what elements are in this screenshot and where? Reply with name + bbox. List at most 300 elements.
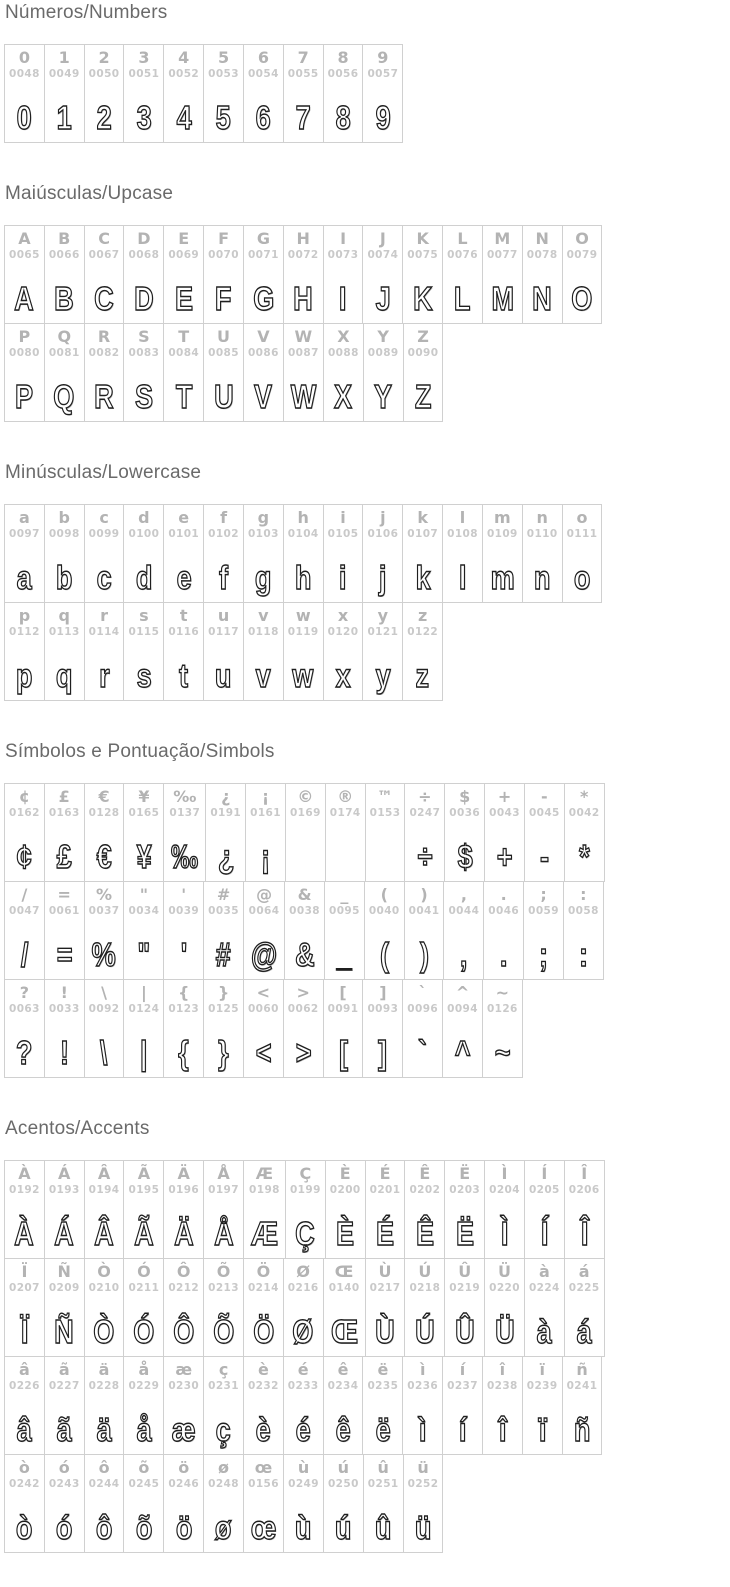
glyph-cell xyxy=(84,882,124,980)
font-glyph: X xyxy=(334,378,353,415)
unicode-code: 0085 xyxy=(208,347,239,359)
glyph-row xyxy=(4,44,403,143)
glyph-box xyxy=(447,541,478,597)
unicode-code: 0056 xyxy=(327,68,359,80)
unicode-code: 0073 xyxy=(327,249,359,261)
glyph-box xyxy=(89,1197,120,1253)
glyph-box xyxy=(567,1393,598,1449)
font-glyph: Ó xyxy=(133,1313,155,1350)
unicode-code: 0089 xyxy=(367,347,399,359)
reference-char: : xyxy=(580,885,587,904)
reference-char: £ xyxy=(58,787,70,806)
glyph-cell xyxy=(323,980,363,1078)
unicode-code: 0216 xyxy=(287,1282,319,1294)
reference-char: î xyxy=(499,1360,506,1379)
unicode-code: 0211 xyxy=(128,1282,160,1294)
unicode-code: 0094 xyxy=(447,1003,478,1015)
reference-char: 0 xyxy=(18,48,30,67)
reference-char: Q xyxy=(57,327,72,346)
glyph-cell xyxy=(325,784,365,882)
font-glyph: L xyxy=(454,280,471,317)
unicode-code: 0236 xyxy=(407,1380,439,1392)
glyph-cell xyxy=(243,505,283,603)
reference-char: | xyxy=(140,983,147,1002)
reference-char: 7 xyxy=(297,48,309,67)
glyph-box xyxy=(89,918,120,974)
glyph-box xyxy=(409,1295,440,1351)
reference-char: M xyxy=(494,229,511,248)
glyph-cell xyxy=(164,1357,204,1455)
glyph-row xyxy=(4,783,605,882)
font-glyph: Ü xyxy=(494,1313,515,1350)
unicode-code: 0068 xyxy=(128,249,160,261)
font-glyph: O xyxy=(571,280,593,317)
glyph-box xyxy=(89,639,120,695)
unicode-code: 0098 xyxy=(48,528,80,540)
font-glyph: Ì xyxy=(500,1215,509,1252)
unicode-code: 0244 xyxy=(88,1478,120,1490)
glyph-cell xyxy=(124,1357,164,1455)
glyph-box xyxy=(448,918,479,974)
glyph-box xyxy=(489,1197,520,1253)
glyph-box xyxy=(407,639,438,695)
unicode-code: 0193 xyxy=(48,1184,80,1196)
unicode-code: 0235 xyxy=(367,1380,399,1392)
glyph-cell xyxy=(285,784,325,882)
reference-char: Î xyxy=(581,1164,588,1183)
glyph-cell xyxy=(443,505,483,603)
reference-char: < xyxy=(256,983,271,1002)
glyph-cell xyxy=(204,1161,244,1259)
font-glyph: 4 xyxy=(176,99,192,136)
font-glyph: Ú xyxy=(415,1313,435,1350)
font-glyph: £ xyxy=(56,838,72,875)
glyph-cell xyxy=(124,324,164,422)
glyph-cell xyxy=(124,226,164,324)
unicode-code: 0111 xyxy=(566,528,598,540)
glyph-cell xyxy=(204,603,244,701)
reference-char: * xyxy=(579,787,589,806)
unicode-code: 0072 xyxy=(287,249,319,261)
font-glyph: ó xyxy=(55,1509,73,1546)
font-glyph: A xyxy=(14,280,35,317)
glyph-cell xyxy=(444,882,484,980)
font-glyph: h xyxy=(294,559,312,596)
glyph-box xyxy=(289,918,320,974)
glyph-cell xyxy=(84,1161,124,1259)
glyph-box xyxy=(248,1197,281,1253)
glyph-cell xyxy=(44,784,84,882)
glyph-box xyxy=(529,1197,560,1253)
section-accents xyxy=(4,1118,730,1553)
reference-char: K xyxy=(416,229,429,248)
reference-char: ñ xyxy=(576,1360,588,1379)
unicode-code: 0064 xyxy=(248,905,280,917)
glyph-cell xyxy=(283,603,323,701)
unicode-code: 0200 xyxy=(329,1184,361,1196)
section-numbers xyxy=(4,2,730,143)
reference-char: t xyxy=(179,606,188,625)
reference-char: q xyxy=(58,606,70,625)
unicode-code: 0051 xyxy=(128,68,160,80)
unicode-code: 0251 xyxy=(367,1478,399,1490)
reference-char: 2 xyxy=(98,48,110,67)
glyph-cell xyxy=(285,1161,325,1259)
glyph-cell xyxy=(363,226,403,324)
reference-char: & xyxy=(297,885,312,904)
glyph-cell xyxy=(243,324,283,422)
glyph-cell xyxy=(44,324,84,422)
unicode-code: 0036 xyxy=(449,807,481,819)
glyph-box xyxy=(529,1295,560,1351)
glyph-box xyxy=(49,360,80,416)
font-glyph: Á xyxy=(54,1215,75,1252)
glyph-cell xyxy=(44,1455,84,1553)
glyph-cell xyxy=(84,603,124,701)
font-glyph: t xyxy=(179,657,189,694)
font-glyph: [ xyxy=(338,1034,348,1071)
glyph-cell xyxy=(445,1259,485,1357)
unicode-code: 0093 xyxy=(367,1003,399,1015)
glyph-cell xyxy=(44,882,84,980)
reference-char: # xyxy=(216,885,231,904)
font-glyph: R xyxy=(94,378,114,415)
glyph-cell xyxy=(522,505,562,603)
font-glyph: Œ xyxy=(330,1313,358,1350)
unicode-code: 0120 xyxy=(327,626,359,638)
section-symbols xyxy=(4,741,730,1078)
reference-char: ¢ xyxy=(18,787,30,806)
glyph-cell xyxy=(204,505,244,603)
glyph-box xyxy=(89,81,120,137)
glyph-box xyxy=(49,1393,80,1449)
glyph-cell xyxy=(5,1259,45,1357)
unicode-code: 0075 xyxy=(407,249,439,261)
reference-char: Û xyxy=(458,1262,472,1281)
glyph-cell xyxy=(363,324,403,422)
unicode-code: 0112 xyxy=(9,626,40,638)
font-glyph: ã xyxy=(56,1411,72,1448)
unicode-code: 0042 xyxy=(568,807,600,819)
glyph-box xyxy=(368,360,399,416)
reference-char: o xyxy=(576,508,588,527)
font-glyph: ÷ xyxy=(417,838,433,875)
reference-char: É xyxy=(379,1164,391,1183)
reference-char: Ø xyxy=(296,1262,311,1281)
glyph-cell xyxy=(405,784,445,882)
glyph-box xyxy=(128,1197,159,1253)
reference-char: y xyxy=(377,606,389,625)
glyph-cell xyxy=(562,226,602,324)
reference-char: = xyxy=(57,885,71,904)
reference-char: r xyxy=(100,606,109,625)
reference-char: N xyxy=(535,229,549,248)
glyph-cell xyxy=(363,980,403,1078)
font-glyph: ô xyxy=(95,1509,113,1546)
font-glyph: " xyxy=(137,936,151,973)
glyph-box xyxy=(288,1393,319,1449)
glyph-cell xyxy=(206,784,246,882)
glyph-cell xyxy=(285,882,325,980)
glyph-box xyxy=(328,1491,359,1547)
reference-char: \ xyxy=(101,983,107,1002)
glyph-row xyxy=(4,602,443,701)
unicode-code: 0041 xyxy=(408,905,440,917)
unicode-code: 0237 xyxy=(447,1380,478,1392)
reference-char: Y xyxy=(377,327,389,346)
glyph-cell xyxy=(124,882,164,980)
reference-char: B xyxy=(58,229,71,248)
glyph-box xyxy=(248,1016,279,1072)
glyph-cell xyxy=(283,45,323,143)
glyph-box xyxy=(128,1295,159,1351)
glyph-box xyxy=(367,639,398,695)
font-glyph: F xyxy=(215,280,232,317)
font-glyph: 1 xyxy=(56,99,72,136)
unicode-code: 0125 xyxy=(208,1003,239,1015)
reference-char: ö xyxy=(178,1458,190,1477)
reference-char: , xyxy=(460,885,467,904)
reference-char: _ xyxy=(340,885,349,904)
unicode-code: 0081 xyxy=(48,347,80,359)
unicode-code: 0103 xyxy=(247,528,279,540)
glyph-cell xyxy=(323,226,363,324)
glyph-cell xyxy=(283,1259,323,1357)
font-glyph: w xyxy=(292,657,314,694)
unicode-code: 0119 xyxy=(287,626,319,638)
unicode-code: 0102 xyxy=(208,528,239,540)
unicode-code: 0250 xyxy=(327,1478,359,1490)
glyph-box xyxy=(248,360,279,416)
unicode-code: 0203 xyxy=(449,1184,481,1196)
glyph-box xyxy=(208,1393,239,1449)
font-glyph: @ xyxy=(250,936,278,973)
unicode-code: 0062 xyxy=(287,1003,319,1015)
unicode-code: 0110 xyxy=(526,528,558,540)
font-glyph: Ô xyxy=(173,1313,195,1350)
font-glyph: } xyxy=(218,1034,229,1071)
reference-char: © xyxy=(297,787,314,806)
glyph-box xyxy=(49,820,80,876)
glyph-cell xyxy=(522,226,562,324)
glyph-cell xyxy=(323,324,363,422)
reference-char: Ï xyxy=(21,1262,28,1281)
reference-char: V xyxy=(257,327,270,346)
glyph-cell xyxy=(124,1259,164,1357)
unicode-code: 0114 xyxy=(88,626,120,638)
glyph-box xyxy=(569,1197,600,1253)
font-glyph: | xyxy=(140,1034,148,1071)
section-title: Minúsculas/Lowercase xyxy=(5,462,202,483)
reference-char: ? xyxy=(19,983,30,1002)
glyph-box xyxy=(367,262,398,318)
glyph-box xyxy=(168,1016,199,1072)
glyph-cell xyxy=(204,1259,244,1357)
reference-char: g xyxy=(257,508,270,527)
reference-char: l xyxy=(459,508,466,527)
reference-char: ò xyxy=(18,1458,30,1477)
reference-char: Ú xyxy=(418,1262,432,1281)
font-glyph: J xyxy=(375,280,391,317)
unicode-code: 0128 xyxy=(88,807,120,819)
font-glyph: % xyxy=(92,936,117,973)
glyph-cell xyxy=(164,324,204,422)
reference-char: 1 xyxy=(58,48,70,67)
glyph-cell xyxy=(403,1357,443,1455)
glyph-box xyxy=(168,1491,199,1547)
unicode-code: 0219 xyxy=(449,1282,481,1294)
font-glyph: ~ xyxy=(494,1034,511,1071)
glyph-box xyxy=(449,820,480,876)
glyph-box xyxy=(248,262,279,318)
unicode-code: 0234 xyxy=(327,1380,359,1392)
glyph-box xyxy=(89,262,120,318)
glyph-box xyxy=(128,1393,159,1449)
font-glyph: ä xyxy=(96,1411,112,1448)
glyph-box xyxy=(248,1393,279,1449)
unicode-code: 0218 xyxy=(409,1282,441,1294)
glyph-box xyxy=(449,1197,480,1253)
unicode-code: 0091 xyxy=(327,1003,359,1015)
font-glyph: . xyxy=(499,936,508,973)
glyph-box xyxy=(330,1197,361,1253)
glyph-cell xyxy=(84,226,124,324)
glyph-box xyxy=(528,918,559,974)
font-glyph: p xyxy=(16,657,33,694)
font-glyph: T xyxy=(175,378,192,415)
glyph-box xyxy=(128,639,159,695)
font-glyph: > xyxy=(295,1034,312,1071)
glyph-box xyxy=(248,1491,279,1547)
font-glyph: E xyxy=(174,280,193,317)
glyph-cell xyxy=(484,882,524,980)
reference-char: Á xyxy=(58,1164,71,1183)
font-glyph: Ë xyxy=(455,1215,474,1252)
glyph-cell xyxy=(283,1357,323,1455)
reference-char: c xyxy=(99,508,109,527)
glyph-cell xyxy=(5,784,45,882)
font-glyph: â xyxy=(16,1411,32,1448)
glyph-box xyxy=(9,262,40,318)
glyph-cell xyxy=(524,784,564,882)
glyph-box xyxy=(49,918,80,974)
font-glyph: & xyxy=(294,936,315,973)
reference-char: ¥ xyxy=(138,787,150,806)
glyph-cell xyxy=(243,45,283,143)
unicode-code: 0055 xyxy=(287,68,319,80)
font-glyph: ì xyxy=(418,1411,427,1448)
font-glyph: Ê xyxy=(415,1215,434,1252)
glyph-cell xyxy=(324,882,364,980)
unicode-code: 0071 xyxy=(247,249,279,261)
glyph-cell xyxy=(403,603,443,701)
glyph-box xyxy=(368,1491,399,1547)
reference-char: % xyxy=(96,885,113,904)
unicode-code: 0046 xyxy=(488,905,520,917)
unicode-code: 0082 xyxy=(88,347,120,359)
glyph-box xyxy=(208,262,239,318)
font-glyph: û xyxy=(374,1509,392,1546)
unicode-code: 0197 xyxy=(208,1184,239,1196)
reference-char: H xyxy=(296,229,310,248)
glyph-cell xyxy=(445,784,485,882)
reference-char: ø xyxy=(218,1458,230,1477)
unicode-code: 0210 xyxy=(88,1282,120,1294)
font-glyph: é xyxy=(295,1411,311,1448)
glyph-cell xyxy=(485,1161,525,1259)
font-glyph: $ xyxy=(457,838,473,875)
unicode-code: 0232 xyxy=(247,1380,279,1392)
reference-char: O xyxy=(575,229,589,248)
font-glyph: Æ xyxy=(250,1215,278,1252)
glyph-cell xyxy=(124,505,164,603)
glyph-box xyxy=(567,541,598,597)
reference-char: È xyxy=(339,1164,351,1183)
glyph-cell xyxy=(363,603,403,701)
unicode-code: 0101 xyxy=(168,528,200,540)
glyph-box xyxy=(168,1295,199,1351)
unicode-code: 0231 xyxy=(208,1380,239,1392)
glyph-box xyxy=(128,541,159,597)
glyph-cell xyxy=(482,1357,522,1455)
glyph-cell xyxy=(44,980,84,1078)
font-glyph: a xyxy=(16,559,32,596)
glyph-box xyxy=(9,639,40,695)
unicode-code: 0207 xyxy=(9,1282,40,1294)
glyph-cell xyxy=(325,1161,365,1259)
font-glyph: D xyxy=(134,280,154,317)
reference-char: Õ xyxy=(216,1262,231,1281)
unicode-code: 0204 xyxy=(489,1184,520,1196)
reference-char: ù xyxy=(297,1458,310,1477)
glyph-box xyxy=(9,1295,40,1351)
font-glyph: 5 xyxy=(216,99,232,136)
font-glyph: , xyxy=(460,936,468,973)
font-glyph: È xyxy=(336,1215,355,1252)
reference-char: X xyxy=(337,327,350,346)
font-glyph: õ xyxy=(135,1509,153,1546)
unicode-code: 0054 xyxy=(247,68,279,80)
unicode-code: 0077 xyxy=(486,249,518,261)
reference-char: F xyxy=(218,229,230,248)
font-glyph: G xyxy=(252,280,274,317)
unicode-code: 0227 xyxy=(48,1380,80,1392)
font-glyph: œ xyxy=(250,1509,277,1546)
unicode-code: 0246 xyxy=(168,1478,200,1490)
reference-char: U xyxy=(217,327,231,346)
glyph-box xyxy=(49,541,80,597)
font-glyph: ) xyxy=(419,936,429,973)
glyph-cell xyxy=(84,784,124,882)
glyph-box xyxy=(168,1393,199,1449)
glyph-box xyxy=(128,918,159,974)
unicode-code: 0035 xyxy=(208,905,239,917)
font-glyph: ‰ xyxy=(171,838,199,875)
glyph-box xyxy=(9,360,40,416)
reference-char: å xyxy=(138,1360,150,1379)
glyph-cell xyxy=(323,1455,363,1553)
glyph-box xyxy=(529,820,560,876)
reference-char: ì xyxy=(419,1360,426,1379)
reference-char: ' xyxy=(181,885,187,904)
glyph-cell xyxy=(564,1259,604,1357)
font-glyph: : xyxy=(578,936,588,973)
glyph-cell xyxy=(124,784,164,882)
font-glyph: 0 xyxy=(16,99,32,136)
unicode-code: 0078 xyxy=(526,249,558,261)
glyph-cell xyxy=(84,505,124,603)
glyph-box xyxy=(208,541,239,597)
